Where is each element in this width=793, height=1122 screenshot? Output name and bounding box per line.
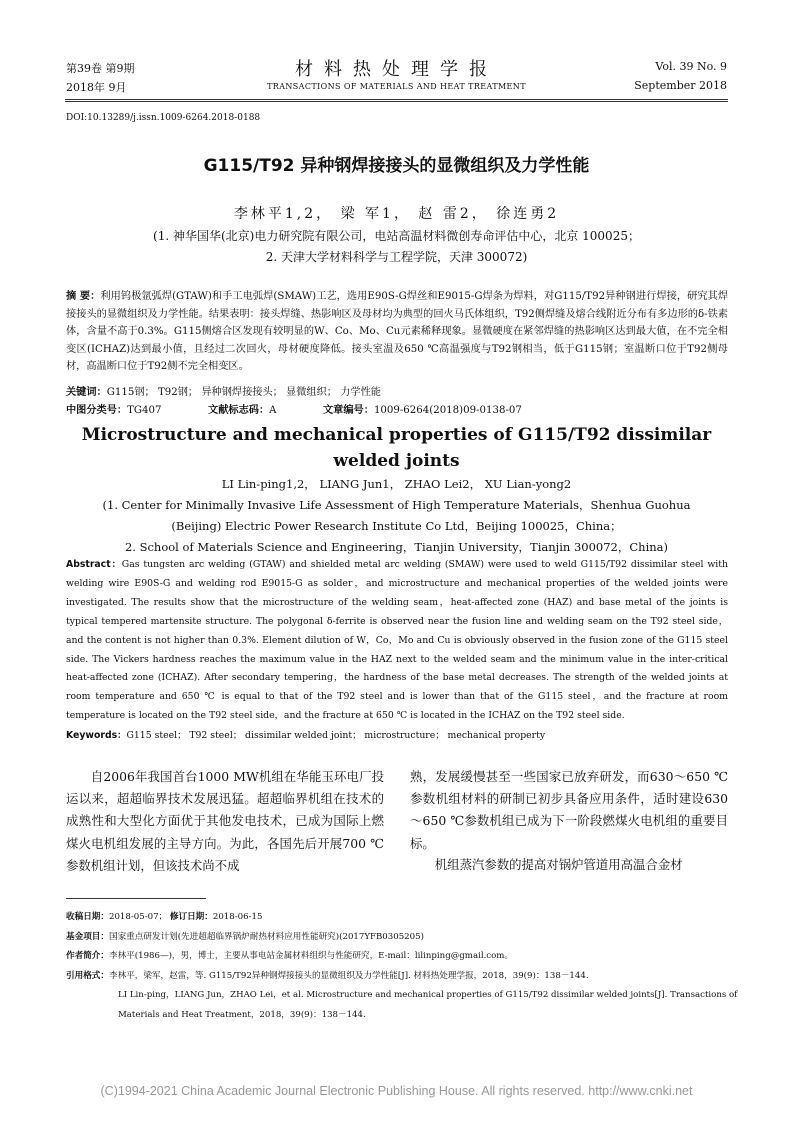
affiliation-en-2: (Beijing) Electric Power Research Institute Co Ltd，Beijing 100025，China； <box>171 519 622 533</box>
citation-label: 引用格式： <box>66 970 109 981</box>
affiliation-cn-1: (1. 神华国华(北京)电力研究院有限公司，电站高温材料微创寿命评估中心，北京 100025； <box>153 229 640 243</box>
doc-code-value: A <box>269 405 277 416</box>
abstract-cn-label: 摘 要： <box>66 291 101 302</box>
authors-en: LI Lin-ping1,2， LIANG Jun1， ZHAO Lei2， XU Lian-yong2 <box>221 477 572 491</box>
journal-title-en: TRANSACTIONS OF MATERIALS AND HEAT TREATMENT <box>267 82 526 91</box>
body-column-right-para1: 熟，发展缓慢甚至一些国家已放弃研发，而630～650 ℃参数机组材料的研制已初步具备应用条件，适时建设630～650 ℃参数机组已成为下一阶段燃煤火电机组的重要目标。 <box>410 769 728 851</box>
keywords-cn-label: 关键词： <box>66 387 107 398</box>
paper-title-en <box>0 422 793 474</box>
revised-value: 2018-06-15 <box>212 912 263 922</box>
abstract-en <box>66 556 728 726</box>
article-no-label: 文章编号： <box>323 405 374 416</box>
header-rule <box>65 99 728 100</box>
footnote-citation-en-1: LI Lin-ping，LIANG Jun，ZHAO Lei，et al. Microstructure and mechanical properties of G115/T92 dissimilar welded joints[J]. Transactions of <box>118 990 738 1000</box>
journal-title-cn: 材料热处理学报 <box>295 59 498 80</box>
footnote-rule <box>66 898 206 899</box>
footnote-citation-cn <box>66 967 728 987</box>
abstract-cn <box>66 288 728 376</box>
footnote-dates <box>66 908 728 928</box>
keywords-en-text: G115 steel； T92 steel； dissimilar welded joint； microstructure； mechanical property <box>126 730 546 741</box>
received-value: 2018-05-07； <box>108 912 168 922</box>
header-month-year-en: September 2018 <box>634 79 727 92</box>
paper-title-cn: G115/T92 异种钢焊接接头的显微组织及力学性能 <box>203 156 590 176</box>
fund-value: 国家重点研发计划(先进超超临界锅炉耐热材料应用性能研究)(2017YFB0305205) <box>108 931 424 942</box>
abstract-en-label: Abstract： <box>66 559 122 570</box>
footnote-author-intro <box>66 947 728 967</box>
classification-line <box>66 402 728 420</box>
header-rule-thin <box>65 101 728 102</box>
affiliation-cn-2: 2. 天津大学材料科学与工程学院，天津 300072) <box>265 250 528 264</box>
doc-code-label: 文献标志码： <box>208 405 270 416</box>
affiliation-en-3: 2. School of Materials Science and Engineering，Tianjin University，Tianjin 300072，China) <box>124 540 669 554</box>
keywords-en <box>66 727 728 746</box>
abstract-en-text: Gas tungsten arc welding (GTAW) and shielded metal arc welding (SMAW) were used to weld G115/T92 dissimilar steel with welding wire E90S-G and welding rod E9015-G as solder，and microstructure and mechanical properties of the welded joints were investigated. The results show that the microstructure of the welding seam，heat-affected zone (HAZ) and base metal of the joints is typical tempered martensite structure. The polygonal δ-ferrite is observed near the fusion line and welding seam on the T92 steel side，and the content is not higher than 0.3%. Element dilution of W，Co，Mo and Cu is obviously observed in the fusion zone of the G115 steel side. The Vickers hardness reaches the maximum value in the HAZ next to the welded seam and the minimum value in the inter-critical heat-affected zone (ICHAZ). After secondary tempering，the hardness of the base metal decreases. The strength of the welded joints at room temperature and 650 ℃ is equal to that of the T92 steel and is lower than that of the G115 steel，and the fracture at room temperature is located on the T92 steel side，and the fracture at 650 ℃ is located in the ICHAZ on the T92 steel side. <box>66 559 728 722</box>
clc-value: TG407 <box>127 405 162 416</box>
paper-title-en-line1: Microstructure and mechanical properties of G115/T92 dissimilar <box>81 425 712 445</box>
revised-label: 修订日期： <box>169 912 213 922</box>
doi: DOI:10.13289/j.issn.1009-6264.2018-0188 <box>66 113 261 123</box>
abstract-cn-text: 利用钨极氩弧焊(GTAW)和手工电弧焊(SMAW)工艺，选用E90S-G焊丝和E9015-G焊条为焊料，对G115/T92异种钢进行焊接，研究其焊接接头的显微组织及力学性能。结果表明：接头焊缝、热影响区及母材均为典型的回火马氏体组织，T92侧焊缝及熔合线附近分布有多边形的δ-铁素体，含量不高于0.3%。G115侧熔合区发现有较明显的W、Co、Mo、Cu元素稀释现象。显微硬度在紧邻焊缝的热影响区达到最大值，在不完全相变区(ICHAZ)达到最小值，且经过二次回火，母材硬度降低。接头室温及650 ℃高温强度与T92钢相当，低于G115钢；室温断口位于T92侧母材，高温断口位于T92侧不完全相变区。 <box>66 291 729 372</box>
body-column-right-para2: 机组蒸汽参数的提高对锅炉管道用高温合金材 <box>434 857 683 872</box>
keywords-cn <box>66 384 728 402</box>
footnote-fund <box>66 928 728 948</box>
affiliation-en-1: (1. Center for Minimally Invasive Life Assessment of High Temperature Materials，Shenhua Guohua <box>102 498 691 512</box>
citation-cn-value: 李林平，梁军，赵雷，等. G115/T92异种钢焊接接头的显微组织及力学性能[J]. 材料热处理学报，2018，39(9)：138－144. <box>108 970 589 981</box>
footnote-citation-en-2: Materials and Heat Treatment，2018，39(9)：138－144. <box>118 1009 366 1020</box>
received-label: 收稿日期： <box>66 912 109 922</box>
header-year-month-cn: 2018年 9月 <box>66 81 127 94</box>
body-column-left: 自2006年我国首台1000 MW机组在华能玉环电厂投运以来，超超临界技术发展迅猛。超超临界机组在技术的成熟性和大型化方面优于其他发电技术，已成为国际上燃煤火电机组发展的主导方向。为此，各国先后开展700 ℃参数机组计划，但该技术尚不成 <box>66 769 384 873</box>
author-intro-value: 李林平(1986—)，男，博士，主要从事电站金属材料组织与性能研究，E-mail：lilinping@gmail.com。 <box>108 951 514 961</box>
authors-cn: 李林平1,2， 梁 军1， 赵 雷2， 徐连勇2 <box>233 206 560 222</box>
paper-title-en-line2: welded joints <box>333 451 460 471</box>
keywords-en-label: Keywords： <box>66 730 127 741</box>
affiliation-en <box>0 495 793 558</box>
article-no-value: 1009-6264(2018)09-0138-07 <box>373 405 522 416</box>
keywords-cn-text: G115钢； T92钢； 异种钢焊接接头； 显微组织； 力学性能 <box>106 387 381 398</box>
copyright-footer: (C)1994-2021 China Academic Journal Electronic Publishing House. All rights reserved. http://www.cnki.net <box>100 1084 693 1098</box>
footnotes <box>66 908 738 1025</box>
fund-label: 基金项目： <box>66 931 109 942</box>
author-intro-label: 作者简介： <box>66 951 109 961</box>
header-volume-issue-cn: 第39卷 第9期 <box>66 62 135 75</box>
clc-label: 中图分类号： <box>66 405 128 416</box>
header-volume-issue-en: Vol. 39 No. 9 <box>655 60 727 73</box>
